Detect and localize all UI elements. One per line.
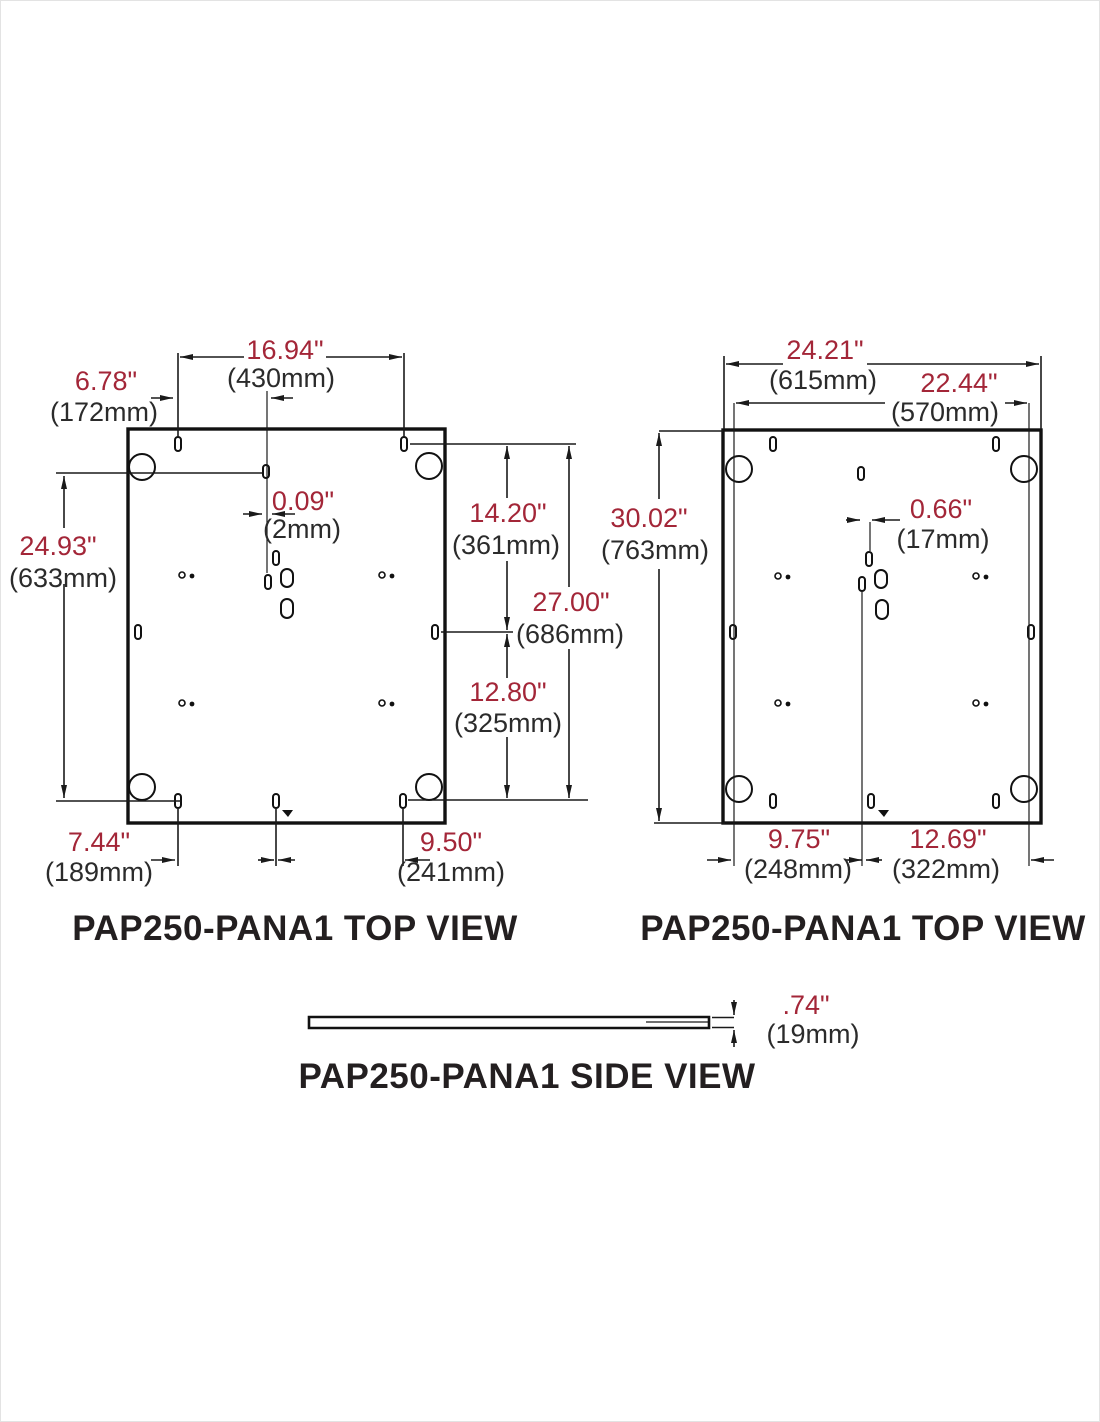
dim-label-top-span-inch: 16.94"	[246, 335, 324, 365]
dim-label-overall-height-inch: 30.02"	[610, 503, 688, 533]
dim-label-thickness-inch: .74"	[782, 990, 830, 1020]
dim-label-bottom-left-mm: (189mm)	[44, 857, 154, 887]
dim-label-left-height-mm: (633mm)	[8, 563, 118, 593]
dim-label-top-left-offset-mm: (172mm)	[49, 397, 159, 427]
dim-label-lower-right-mm: (325mm)	[453, 708, 563, 738]
dim-label-bottom-left-inch: 7.44"	[67, 827, 131, 857]
dim-label-top-span-mm: (430mm)	[226, 363, 336, 393]
dim-label-left-height-inch: 24.93"	[19, 531, 97, 561]
dim-label-overall-height-mm: (686mm)	[515, 619, 625, 649]
top-view-left-title: PAP250-PANA1 TOP VIEW	[72, 909, 518, 948]
dim-label-overall-width-inch: 24.21"	[786, 335, 864, 365]
dim-label-center-offset-mm: (17mm)	[896, 524, 990, 554]
dim-label-overall-height-mm: (763mm)	[600, 535, 710, 565]
side-view-plate	[309, 1017, 709, 1028]
dim-label-center-offset-inch: 0.66"	[909, 494, 973, 524]
top-view-right-plate	[723, 430, 1041, 823]
dim-label-overall-width-mm: (615mm)	[768, 365, 878, 395]
dim-label-bottom-right-inch: 12.69"	[909, 824, 987, 854]
dim-label-bottom-right-mm: (241mm)	[396, 857, 506, 887]
dim-label-overall-height-inch: 27.00"	[532, 587, 610, 617]
dim-label-inner-width-inch: 22.44"	[920, 368, 998, 398]
dim-label-upper-right-inch: 14.20"	[469, 498, 547, 528]
dim-label-thickness-mm: (19mm)	[766, 1019, 860, 1049]
drawing-canvas	[1, 1, 1100, 1422]
dim-label-center-offset-mm: (2mm)	[263, 514, 341, 544]
side-view-labels	[298, 990, 859, 1096]
dim-label-lower-right-inch: 12.80"	[469, 677, 547, 707]
dim-label-center-offset-inch: 0.09"	[271, 486, 335, 516]
dim-label-inner-width-mm: (570mm)	[890, 397, 1000, 427]
dim-label-bottom-right-inch: 9.50"	[419, 827, 483, 857]
side-view-title: PAP250-PANA1 SIDE VIEW	[298, 1057, 756, 1096]
dim-label-bottom-right-mm: (322mm)	[891, 854, 1001, 884]
dim-label-top-left-offset-inch: 6.78"	[74, 366, 138, 396]
top-view-right-title: PAP250-PANA1 TOP VIEW	[640, 909, 1086, 948]
dim-label-upper-right-mm: (361mm)	[451, 530, 561, 560]
side-view-dimension-lines	[712, 1000, 734, 1047]
dim-label-bottom-left-mm: (248mm)	[743, 854, 853, 884]
dim-label-bottom-left-inch: 9.75"	[767, 824, 831, 854]
